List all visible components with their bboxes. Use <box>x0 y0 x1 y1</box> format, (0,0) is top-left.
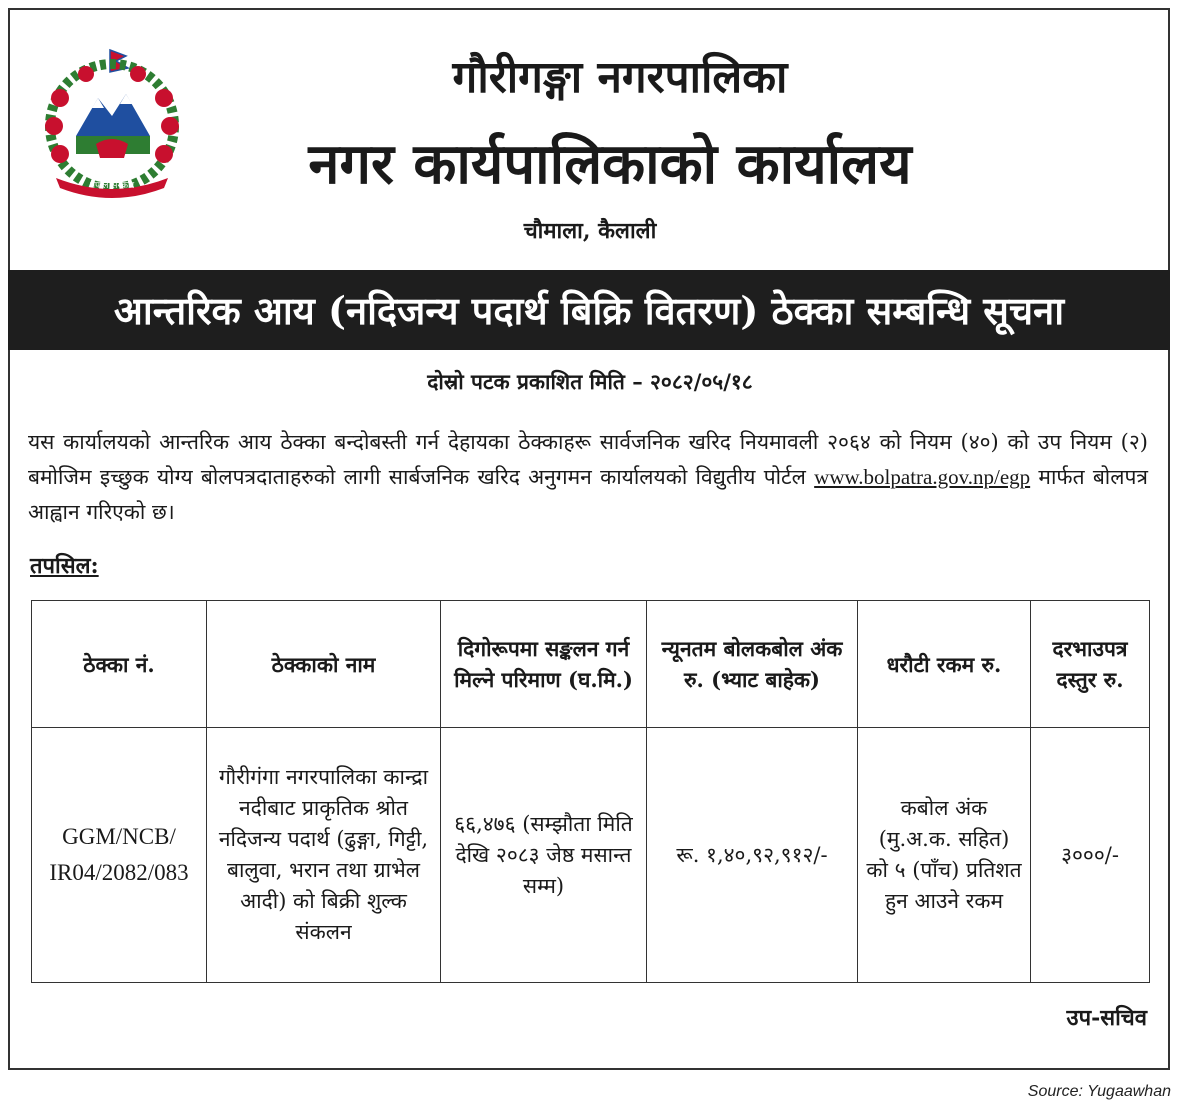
publish-date: २०८२/०५/१८ <box>650 369 753 394</box>
cell-contract-no: GGM/NCB/ IR04/2082/083 <box>32 728 207 983</box>
header-bid-fee: दरभाउपत्र दस्तुर रु. <box>1031 601 1150 728</box>
notice-body-text-2: मार्फत बोलपत्र आह्वान गरिएको छ। <box>28 465 1149 524</box>
notice-body <box>28 425 1148 530</box>
office-location: चौमाला, कैलाली <box>523 218 657 244</box>
cell-minimum-bid: रू. १,४०,९२,९१२/- <box>647 728 858 983</box>
header-quantity: दिगोरूपमा सङ्कलन गर्न मिल्ने परिमाण (घ.मि.) <box>441 601 647 728</box>
schedule-label: तपसिल: <box>30 553 99 579</box>
publish-date-line: दोस्रो पटक प्रकाशित मिति – २०८२/०५/१८ <box>427 369 753 394</box>
cell-bid-fee: ३०००/- <box>1031 728 1150 983</box>
publish-label: दोस्रो पटक प्रकाशित मिति <box>427 369 625 394</box>
header-contract-name: ठेक्काको नाम <box>207 601 441 728</box>
bolpatra-portal-link[interactable]: www.bolpatra.gov.np/egp <box>814 465 1031 489</box>
source-credit: Source: Yugaawhan <box>1027 1083 1171 1100</box>
table-header-row <box>32 601 1150 728</box>
nepal-emblem-icon <box>36 46 188 198</box>
contract-schedule-table <box>31 600 1150 983</box>
office-name: नगर कार्यपालिकाको कार्यालय <box>308 131 912 197</box>
cell-quantity: ६६,४७६ (सम्झौता मिति देखि २०८३ जेष्ठ मसान्त सम्म) <box>441 728 647 983</box>
table-row <box>32 728 1150 983</box>
header-security-deposit: धरौटी रकम रु. <box>858 601 1031 728</box>
cell-security-deposit: कबोल अंक (मु.अ.क. सहित) को ५ (पाँच) प्रतिशत हुन आउने रकम <box>858 728 1031 983</box>
header-contract-no: ठेक्का नं. <box>32 601 207 728</box>
municipality-name: गौरीगङ्गा नगरपालिका <box>452 52 788 103</box>
cell-contract-name: गौरीगंगा नगरपालिका कान्द्रा नदीबाट प्राकृतिक श्रोत नदिजन्य पदार्थ (ढुङ्गा, गिट्टी, बालुवा, भरान तथा ग्राभेल आदी) को बिक्री शुल्क संकलन <box>207 728 441 983</box>
emblem-ribbon-text: नेपाल सरकार <box>89 181 135 191</box>
notice-title-bar <box>8 270 1170 350</box>
signature-designation: उप-सचिव <box>1066 1005 1147 1031</box>
notice-body-text-1: यस कार्यालयको आन्तरिक आय ठेक्का बन्दोबस्ती गर्न देहायका ठेक्काहरू सार्वजनिक खरिद नियमावली २०६४ को नियम (४०) को उप नियम (२) बमोजिम इच्छुक योग्य बोलपत्रदाताहरुको लागी सार्बजनिक खरिद अनुगमन कार्यालयको विद्युतीय पोर्टल <box>28 430 1148 489</box>
notice-title: आन्तरिक आय (नदिजन्य पदार्थ बिक्रि वितरण) ठेक्का सम्बन्धि सूचना <box>113 288 1065 333</box>
header-minimum-bid: न्यूनतम बोलकबोल अंक रु. (भ्याट बाहेक) <box>647 601 858 728</box>
